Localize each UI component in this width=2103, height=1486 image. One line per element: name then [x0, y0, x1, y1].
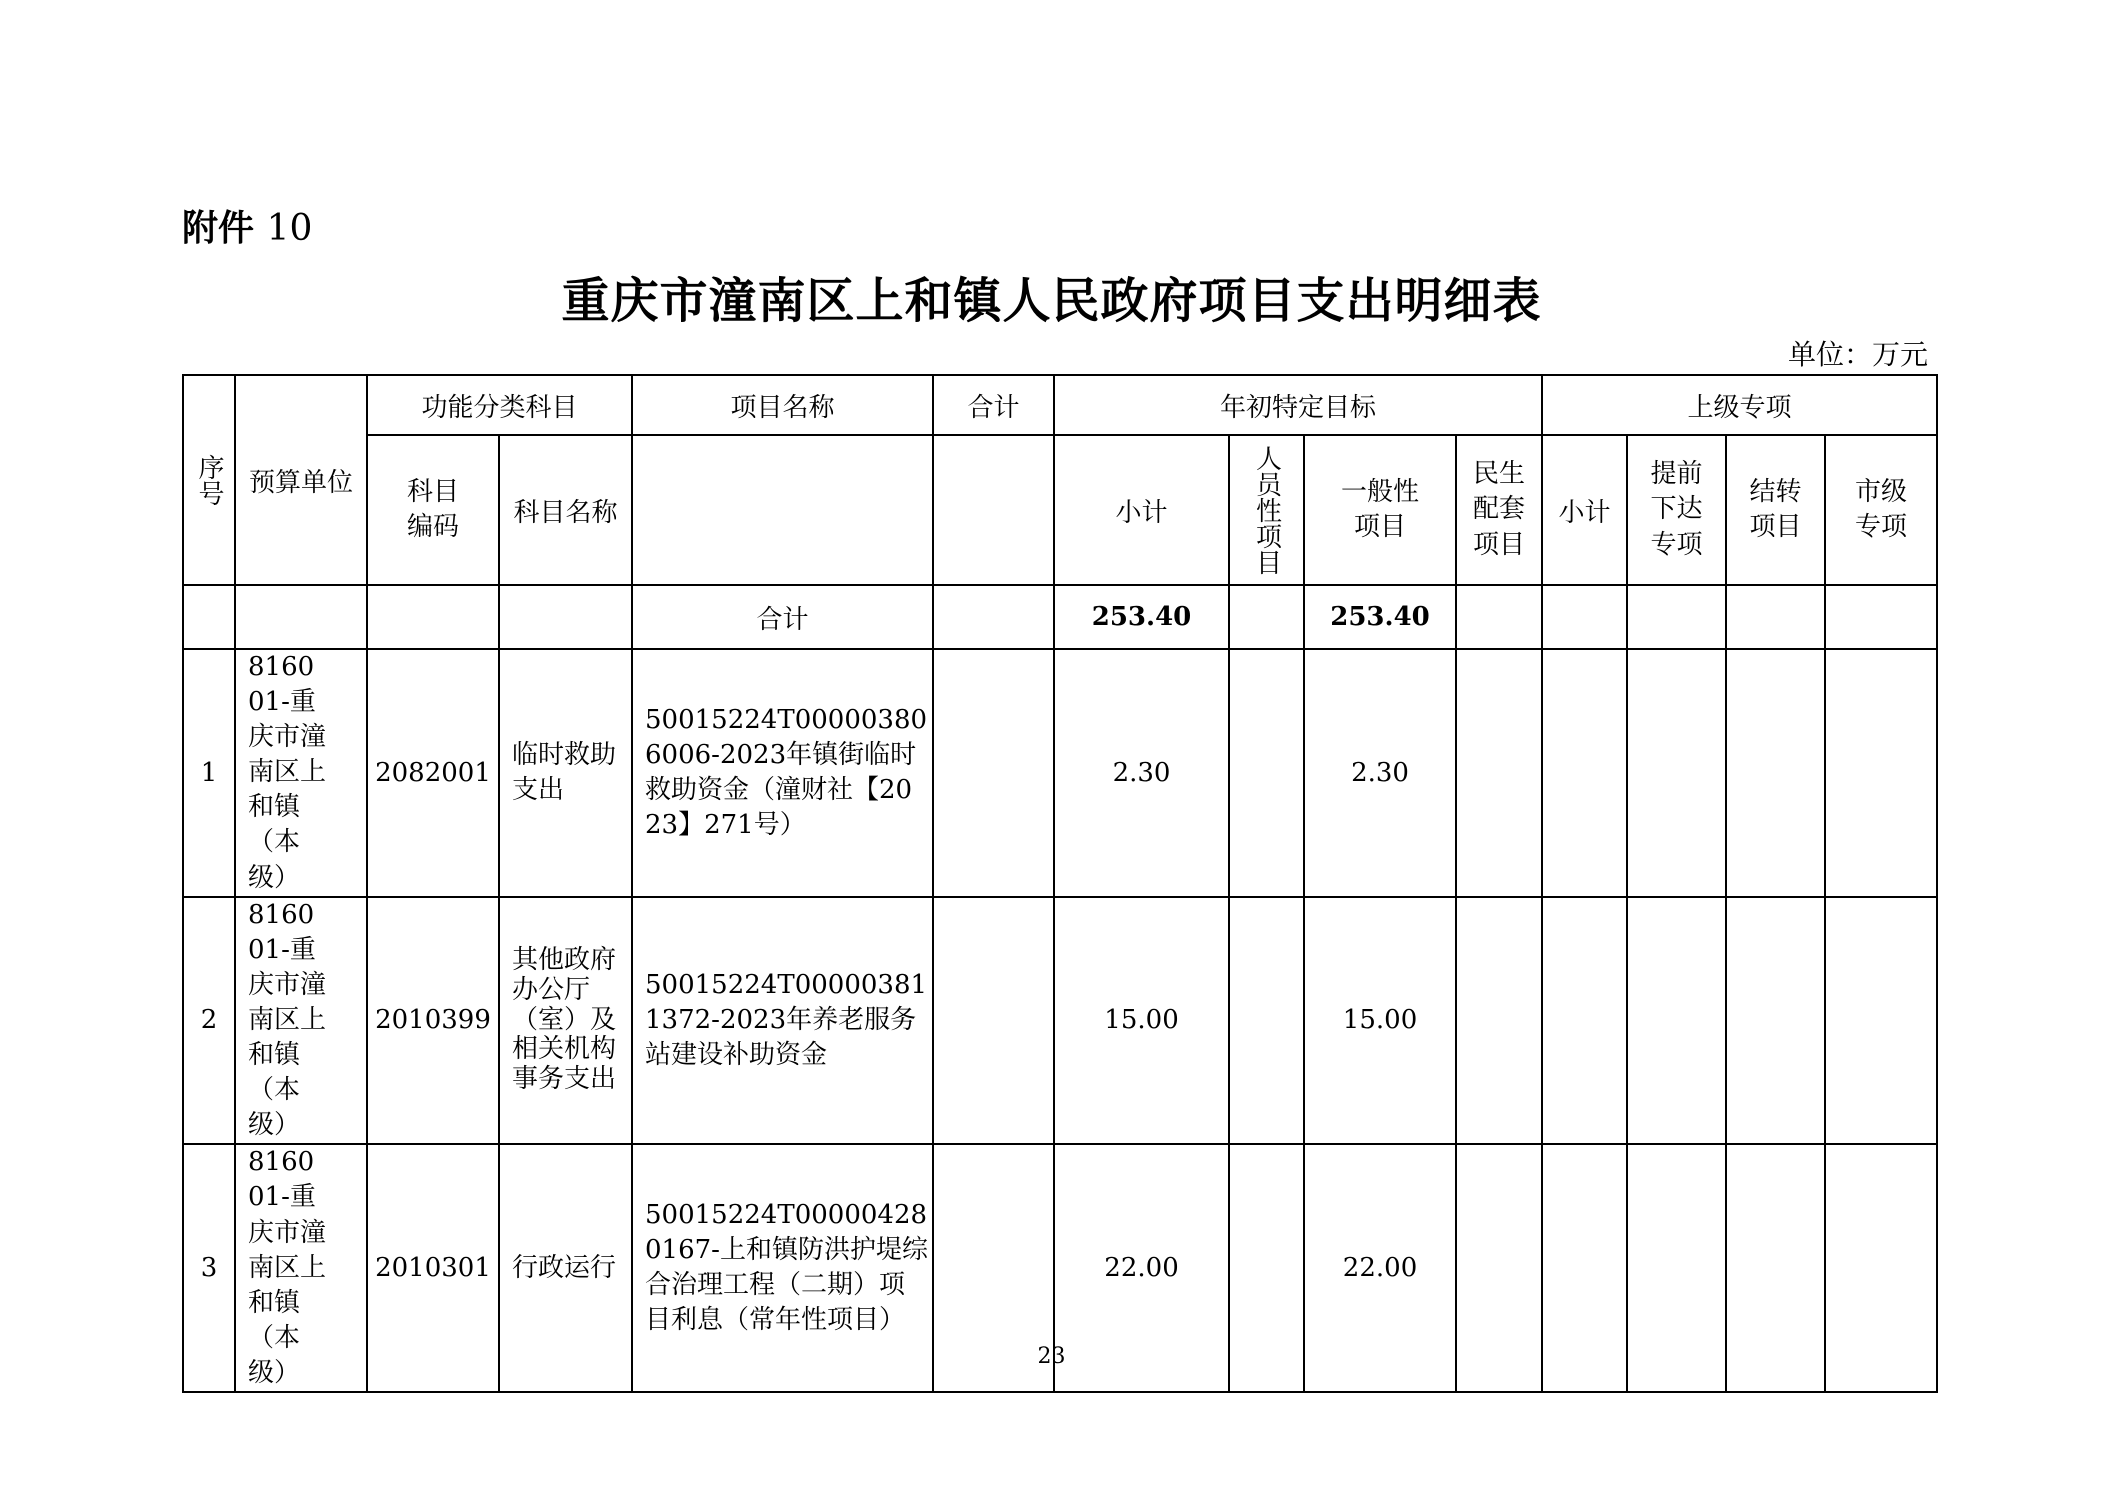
- table-row: [183, 649, 1937, 897]
- row-subject-code: 2082001: [367, 649, 499, 897]
- page-number: 23: [1037, 1344, 1066, 1369]
- total-label: 合计: [632, 585, 933, 649]
- header-seq: 序号: [183, 375, 235, 585]
- header-project-name-blank: [632, 435, 933, 585]
- header-general: 一般性项目: [1304, 435, 1456, 585]
- header-total-blank: [933, 435, 1054, 585]
- row-budget-unit: 816001-重庆市潼南区上和镇（本级）: [235, 1144, 367, 1392]
- header-city: 市级专项: [1825, 435, 1937, 585]
- row-general: 22.00: [1304, 1144, 1456, 1392]
- row-annual-subtotal: 2.30: [1054, 649, 1229, 897]
- row-budget-unit: 816001-重庆市潼南区上和镇（本级）: [235, 897, 367, 1145]
- row-general: 2.30: [1304, 649, 1456, 897]
- expenditure-table: [182, 374, 1938, 1393]
- row-seq: 3: [183, 1144, 235, 1392]
- attachment-label: [182, 200, 312, 251]
- attachment-word: 附件: [182, 207, 255, 249]
- header-row-1: [183, 375, 1937, 435]
- header-livelihood: 民生配套项目: [1456, 435, 1542, 585]
- table-row: [183, 897, 1937, 1145]
- total-annual-subtotal: 253.40: [1054, 585, 1229, 649]
- header-functional-category: 功能分类科目: [367, 375, 632, 435]
- row-project-name: 50015224T000003811372-2023年养老服务站建设补助资金: [632, 897, 933, 1145]
- row-subject-name: 临时救助支出: [499, 649, 632, 897]
- unit-label: 单位：万元: [1787, 338, 1928, 371]
- row-subject-code: 2010301: [367, 1144, 499, 1392]
- header-advance: 提前下达专项: [1627, 435, 1726, 585]
- row-subject-code: 2010399: [367, 897, 499, 1145]
- row-budget-unit: 816001-重庆市潼南区上和镇（本级）: [235, 649, 367, 897]
- row-annual-subtotal: 22.00: [1054, 1144, 1229, 1392]
- header-personnel: 人员性项目: [1229, 435, 1304, 585]
- row-general: 15.00: [1304, 897, 1456, 1145]
- header-carryover: 结转项目: [1726, 435, 1825, 585]
- attachment-number: 10: [266, 208, 313, 249]
- row-subject-name: 其他政府办公厅（室）及相关机构事务支出: [499, 897, 632, 1145]
- row-project-name: 50015224T000003806006-2023年镇街临时救助资金（潼财社【2023】271号）: [632, 649, 933, 897]
- row-subject-name: 行政运行: [499, 1144, 632, 1392]
- header-total: 合计: [933, 375, 1054, 435]
- header-budget-unit: 预算单位: [235, 375, 367, 585]
- header-annual-subtotal: 小计: [1054, 435, 1229, 585]
- total-general: 253.40: [1304, 585, 1456, 649]
- header-superior: 上级专项: [1542, 375, 1937, 435]
- row-seq: 1: [183, 649, 235, 897]
- row-project-name: 50015224T000004280167-上和镇防洪护堤综合治理工程（二期）项目利息（常年性项目）: [632, 1144, 933, 1392]
- header-annual-target: 年初特定目标: [1054, 375, 1542, 435]
- total-row: [183, 585, 1937, 649]
- row-seq: 2: [183, 897, 235, 1145]
- header-subject-name: 科目名称: [499, 435, 632, 585]
- header-subject-code: 科目编码: [367, 435, 499, 585]
- page-title: 重庆市潼南区上和镇人民政府项目支出明细表: [561, 273, 1542, 329]
- row-annual-subtotal: 15.00: [1054, 897, 1229, 1145]
- header-project-name: 项目名称: [632, 375, 933, 435]
- header-superior-subtotal: 小计: [1542, 435, 1627, 585]
- header-row-2: [183, 435, 1937, 585]
